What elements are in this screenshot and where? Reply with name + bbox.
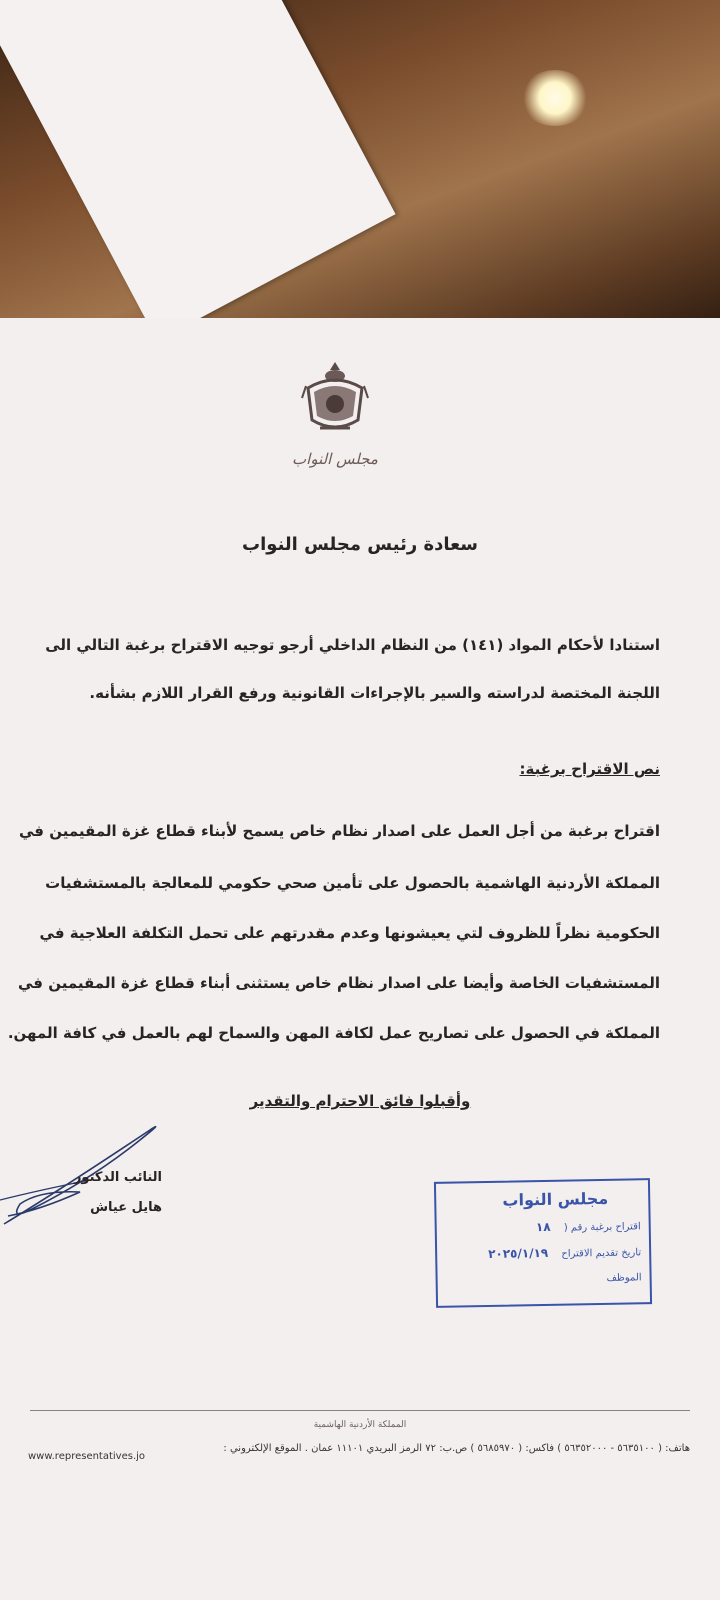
letter-page — [0, 318, 720, 1600]
footer-kingdom-name: المملكة الأردنية الهاشمية — [313, 1420, 407, 1430]
footer-website: www.representatives.jo — [28, 1451, 146, 1462]
footer-contact-info: هاتف: ( ٥٦٣٥١٠٠ - ٥٦٣٥٢٠٠٠ ) فاكس: ( ٥٦٨٥٩٧٠ ) ص.ب: ٧٢ الرمز البريدي ١١١٠١ عمان . الموقع الإلكتروني : — [223, 1443, 690, 1454]
proposal-line-4: المستشفيات الخاصة وأيضا على اصدار نظام خاص يستثنى أبناء قطاع غزة المقيمين في — [17, 974, 660, 992]
signatory-name: هايل عياش — [90, 1200, 162, 1215]
stamp-employee — [606, 1272, 641, 1284]
proposal-heading: نص الاقتراح برغبة: — [519, 760, 660, 778]
stamp-number-label: اقتراح برغبة رقم ( — [563, 1221, 641, 1234]
proposal-line-1: اقتراح برغبة من أجل العمل على اصدار نظام خاص يسمح لأبناء قطاع غزة المقيمين في — [19, 822, 660, 840]
stamp-submission-date — [488, 1244, 641, 1261]
proposal-line-3: الحكومية نظراً للظروف لتي يعيشونها وعدم مقدرتهم على تحمل التكلفة العلاجية في — [39, 924, 660, 942]
ceiling-light-reflection — [520, 70, 590, 126]
signatory-title: النائب الدكتور — [73, 1170, 162, 1185]
proposal-line-5: المملكة في الحصول على تصاريح عمل لكافة المهن والسماح لهم بالعمل في كافة المهن. — [7, 1024, 660, 1042]
stamp-proposal-number — [536, 1218, 641, 1234]
footer-divider — [30, 1410, 690, 1411]
intro-line-1: استنادا لأحكام المواد (١٤١) من النظام الداخلي أرجو توجيه الاقتراح برغبة التالي الى — [45, 636, 660, 654]
council-received-stamp — [434, 1178, 652, 1308]
stamp-title: مجلس النواب — [502, 1188, 609, 1210]
stamp-date-label: تاريخ تقديم الاقتراح — [561, 1247, 642, 1260]
proposal-line-2: المملكة الأردنية الهاشمية بالحصول على تأمين صحي حكومي للمعالجة بالمستشفيات — [45, 874, 660, 892]
stamp-date-value: ٢٠٢٥/١/١٩ — [487, 1245, 549, 1261]
coat-of-arms-icon — [300, 358, 370, 438]
salutation: سعادة رئيس مجلس النواب — [242, 534, 478, 555]
stamp-employee-label: الموظف — [606, 1272, 642, 1284]
council-name-logo: مجلس النواب — [292, 450, 378, 468]
stamp-number-value: ١٨ — [535, 1219, 551, 1235]
intro-line-2: اللجنة المختصة لدراسته والسير بالإجراءات القانونية ورفع القرار اللازم بشأنه. — [89, 684, 660, 702]
closing-line: وأقبلوا فائق الاحترام والتقدير — [249, 1092, 471, 1110]
